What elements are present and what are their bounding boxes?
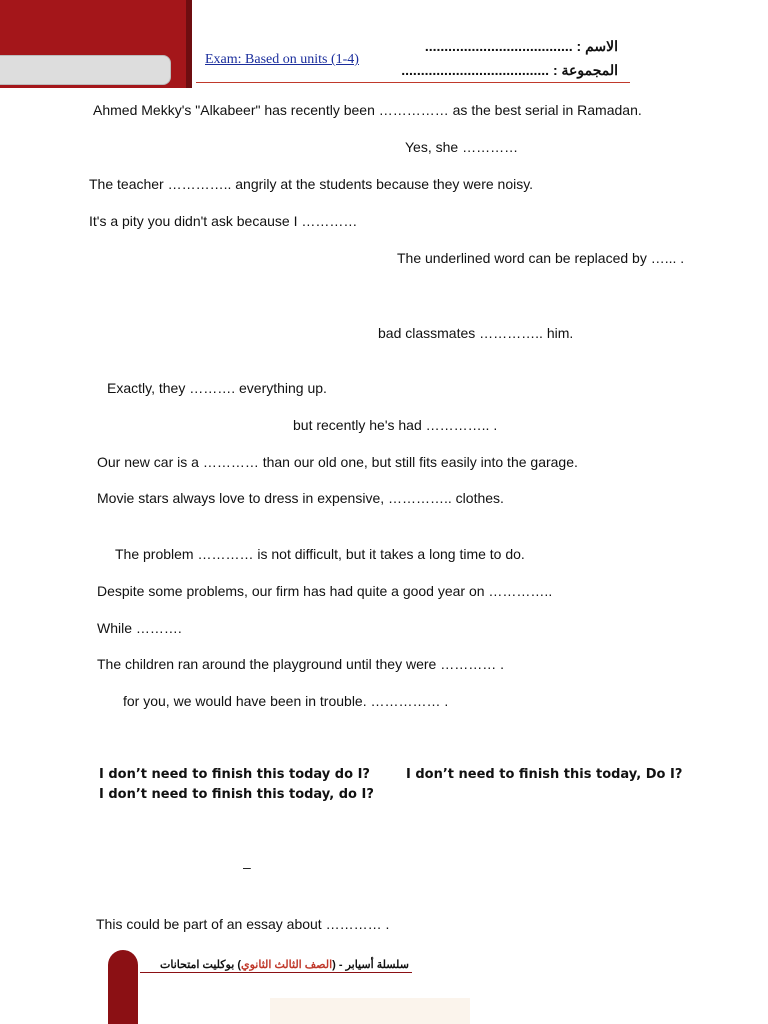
option-a: I don’t need to finish this today do I? <box>99 767 370 782</box>
footer-shade-block <box>270 998 470 1024</box>
header-divider <box>196 82 630 83</box>
footer-red-cylinder <box>108 950 138 1024</box>
question-3: The teacher ………….. angrily at the students because they were noisy. <box>89 176 534 192</box>
header-red-shadow <box>186 0 192 88</box>
footer-grade: الصف الثالث الثانوي <box>241 959 333 971</box>
question-7: Exactly, they ………. everything up. <box>107 380 327 396</box>
option-b: I don’t need to finish this today, Do I? <box>406 767 683 782</box>
student-name-field: الاسم : ...................................... <box>424 38 618 54</box>
question-9: Our new car is a ………… than our old one, but still fits easily into the garage. <box>97 454 578 470</box>
footer-divider <box>140 972 412 973</box>
question-1: Ahmed Mekky's "Alkabeer" has recently been …………… as the best serial in Ramadan. <box>93 102 642 118</box>
question-15: for you, we would have been in trouble. …………… . <box>123 693 449 709</box>
question-5: The underlined word can be replaced by …... . <box>397 250 685 266</box>
question-13: While ………. <box>97 620 182 636</box>
footer-series: سلسلة أسيابر - ( <box>332 959 409 971</box>
header-grey-tab <box>0 55 171 85</box>
exam-title: Exam: Based on units (1-4) <box>205 52 359 67</box>
question-11: The problem ………… is not difficult, but it takes a long time to do. <box>115 546 525 562</box>
question-6: bad classmates ………….. him. <box>378 325 574 341</box>
question-14: The children ran around the playground until they were ………… . <box>97 656 504 672</box>
dash-mark: – <box>243 859 251 875</box>
question-2: Yes, she ………… <box>405 139 519 155</box>
footer-publisher: ) بوكليت امتحانات <box>160 959 242 971</box>
question-12: Despite some problems, our firm has had quite a good year on ………….. <box>97 583 553 599</box>
question-4: It's a pity you didn't ask because I ………… <box>89 213 358 229</box>
question-16: This could be part of an essay about ………… . <box>96 916 390 932</box>
question-10: Movie stars always love to dress in expensive, ………….. clothes. <box>97 490 504 506</box>
student-group-field: المجموعة : ...................................... <box>401 62 618 78</box>
option-c: I don’t need to finish this today, do I? <box>99 787 374 802</box>
footer-caption <box>160 958 409 971</box>
question-8: but recently he's had ………….. . <box>293 417 498 433</box>
